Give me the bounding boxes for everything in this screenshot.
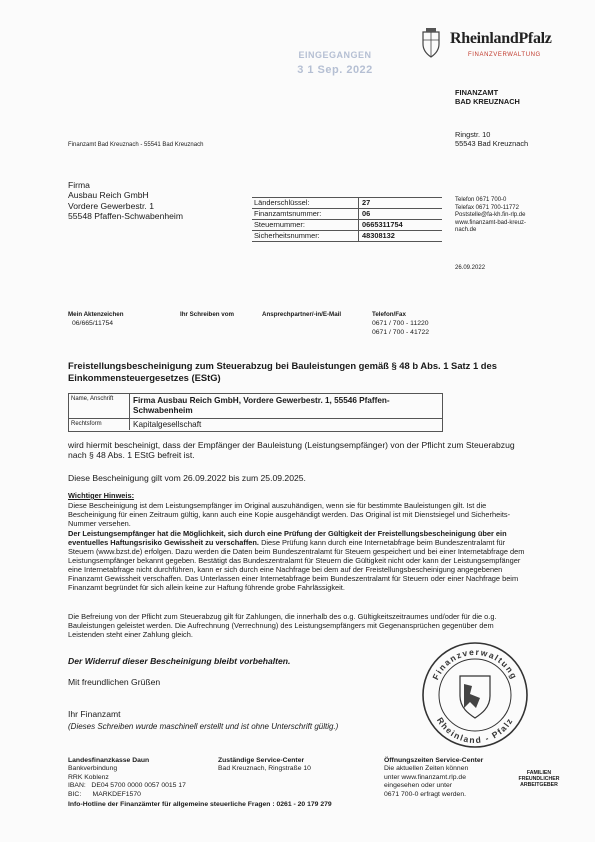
footer-bank bbox=[68, 757, 186, 799]
footer-line: Öffnungszeiten Service-Center bbox=[384, 757, 484, 764]
ref-phones bbox=[372, 320, 429, 337]
body-statement: wird hiermit bescheinigt, dass der Empfänger der Bauleistung (Leistungsempfänger) von der Pflicht zum Steuerabzug nach § 48 Abs. 1 EStG befreit ist. bbox=[68, 440, 515, 461]
key-value: 27 bbox=[362, 198, 371, 207]
stamp-label: EINGEGANGEN bbox=[298, 50, 372, 60]
document-heading: Freistellungsbescheinigung zum Steuerabzug bei Bauleistungen gemäß § 48 b Abs. 1 Satz 1 des Einkommensteuergesetzes (EStG) bbox=[68, 360, 497, 383]
key-value: 0665311754 bbox=[362, 220, 403, 229]
recipient-line: Firma bbox=[68, 180, 90, 190]
office-street: Ringstr. 10 bbox=[455, 130, 491, 139]
stamp-date: 3 1 Sep. 2022 bbox=[297, 64, 373, 76]
website[interactable]: www.finanzamt-bad-kreuz- bbox=[455, 219, 527, 226]
key-label: Steuernummer: bbox=[252, 220, 359, 230]
fax-line: 0671 / 700 - 41722 bbox=[372, 328, 430, 336]
footer-line: Landesfinanzkasse Daun bbox=[68, 757, 150, 764]
machine-note: (Dieses Schreiben wurde maschinell erstellt und ist ohne Unterschrift gültig.) bbox=[68, 722, 339, 731]
box-value-name: Firma Ausbau Reich GmbH, Vordere Gewerbestr. 1, 55546 Pfaffen-Schwabenheim bbox=[133, 396, 390, 415]
footer-link[interactable]: unter www.finanzamt.rlp.de bbox=[384, 773, 466, 781]
box-divider bbox=[129, 394, 130, 430]
official-seal-icon bbox=[420, 640, 530, 750]
footer-hotline: Info-Hotline der Finanzämter für allgemeine steuerliche Fragen : 0261 - 20 179 279 bbox=[68, 801, 332, 808]
hint-text: Diese Prüfung kann durch eine Internetabfrage beim Bundeszentralamt für Steuern (www.bzst.de) erfolgen. Dazu werden die Daten beim Bundeszentralamt für Steuern gespeichert und bei einer Internetabfrage dem Leistungsempfänger bekannt gegeben. Bestätigt das Bundeszentralamt für Steuern die Gültigkeit nicht oder kann der Leistungsempfänger eine Internetabfrage nicht durchführen, kann er sich durch eine Nachfrage bei dem auf der Freistellungsbescheinigung angegebenen Finanzamt Gewissheit verschaffen. Das Unterlassen einer Internetabfrage beim Bundeszentralamt für Steuern oder einer Nachfrage beim Finanzamt begründet für sich allein keine zur Haftung führende grobe Fahrlässigkeit. bbox=[68, 538, 525, 592]
hint-paragraph-3: Die Befreiung von der Pflicht zum Steuerabzug gilt für Zahlungen, die innerhalb des o.g. Gültigkeitszeitraumes und/oder für die o.g. Bauleistungen geleistet werden. Die Aufrechnung (Verrechnung) des Leistungsempfängers mit Gegenansprüchen gegenüber dem Leistenden steht einer Zahlung gleich. bbox=[68, 612, 497, 639]
box-label-form: Rechtsform bbox=[71, 421, 102, 427]
recipient-line: 55548 Pfaffen-Schwabenheim bbox=[68, 211, 183, 222]
office-city: BAD KREUZNACH bbox=[455, 97, 520, 107]
email[interactable]: Poststelle@fa-kh.fin-rlp.de bbox=[455, 212, 526, 219]
box-label-name: Name, Anschrift bbox=[71, 396, 114, 402]
table-row bbox=[252, 209, 442, 220]
footer-line: RRK Koblenz bbox=[68, 773, 109, 781]
identifier-table bbox=[252, 197, 442, 242]
footer-line: eingesehen oder unter bbox=[384, 782, 453, 790]
office-title: FINANZAMT bbox=[455, 88, 499, 97]
phone: Telefon 0671 700-0 bbox=[455, 197, 507, 203]
ref-header-contact: Ansprechpartner/-in/E-Mail bbox=[262, 311, 342, 318]
footer-line: Bad Kreuznach, Ringstraße 10 bbox=[218, 765, 311, 773]
key-value: 06 bbox=[362, 209, 371, 218]
key-label: Länderschlüssel: bbox=[252, 198, 359, 208]
footer-line: Die aktuellen Zeiten können bbox=[384, 765, 469, 773]
coat-of-arms-icon bbox=[420, 28, 442, 58]
website-cont: nach.de bbox=[455, 227, 477, 234]
footer-line: IBAN: DE04 5700 0000 0057 0015 17 bbox=[68, 782, 186, 790]
greeting: Mit freundlichen Grüßen bbox=[68, 677, 161, 687]
office-zip-city: 55543 Bad Kreuznach bbox=[455, 139, 529, 149]
table-row bbox=[252, 231, 442, 242]
footer-line: Bankverbindung bbox=[68, 765, 118, 773]
table-row bbox=[252, 220, 442, 231]
recipient-address bbox=[68, 180, 183, 222]
ref-header-phone: Telefon/Fax bbox=[372, 311, 406, 318]
hint-paragraph: Diese Bescheinigung ist dem Leistungsempfänger im Original auszuhändigen, wenn sie für bestimmte Bauleistungen gilt. Ist die Bescheinigung für einen Zeitraum gültig, kann auch eine Kopie ausgehändigt werden. Das Original ist mit Dienstsiegel und Sicherheits-Nummer versehen. bbox=[68, 501, 511, 528]
office-address bbox=[455, 130, 528, 148]
ref-header-aktenzeichen: Mein Aktenzeichen bbox=[68, 311, 124, 318]
footer-hours bbox=[384, 757, 483, 799]
recipient-line: Ausbau Reich GmbH bbox=[68, 190, 149, 201]
recipient-line: Vordere Gewerbestr. 1 bbox=[68, 200, 154, 211]
footer-line: Zuständige Service-Center bbox=[218, 757, 305, 764]
hint-paragraph-2 bbox=[68, 529, 530, 592]
badge-line: ARBEITGEBER bbox=[520, 782, 558, 788]
logo-subtitle: FINANZVERWALTUNG bbox=[468, 52, 541, 58]
table-row bbox=[252, 198, 442, 209]
contact-info bbox=[455, 197, 526, 235]
signoff: Ihr Finanzamt bbox=[68, 709, 121, 719]
logo-title: RheinlandPfalz bbox=[450, 30, 552, 47]
seal-top-text: Finanzverwaltung bbox=[430, 646, 520, 682]
footer-line: BIC: MARKDEF1570 bbox=[68, 790, 141, 798]
fax: Telefax 0671 700-11772 bbox=[455, 204, 519, 211]
badge-line: FAMILIEN bbox=[526, 770, 552, 776]
ref-header-schreiben: Ihr Schreiben vom bbox=[180, 311, 234, 318]
sender-line: Finanzamt Bad Kreuznach - 55541 Bad Kreuznach bbox=[68, 142, 204, 148]
office-name bbox=[455, 88, 520, 106]
box-divider bbox=[69, 418, 442, 419]
key-value: 48308132 bbox=[362, 231, 395, 240]
key-label: Finanzamtsnummer: bbox=[252, 209, 359, 219]
received-stamp bbox=[290, 50, 380, 76]
footer-service bbox=[218, 757, 311, 774]
family-employer-badge bbox=[508, 770, 570, 788]
seal-bottom-text: Rheinland - Pfalz bbox=[434, 715, 516, 746]
box-value-form: Kapitalgesellschaft bbox=[133, 420, 202, 429]
phone-line: 0671 / 700 - 11220 bbox=[372, 320, 429, 327]
ref-aktenzeichen: 06/665/11754 bbox=[72, 320, 114, 327]
validity: Diese Bescheinigung gilt vom 26.09.2022 bis zum 25.09.2025. bbox=[68, 473, 306, 483]
key-label: Sicherheitsnummer: bbox=[252, 231, 359, 241]
letter-date: 26.09.2022 bbox=[455, 265, 486, 271]
name-box bbox=[68, 393, 443, 432]
badge-line: FREUNDLICHER bbox=[518, 776, 560, 782]
hint-bold: Der Leistungsempfänger hat die Möglichkeit, sich durch eine Prüfung der Gültigkeit der Freistellungsbescheinigung über ein eventuelles Haftungsrisiko Gewissheit zu verschaffen. bbox=[68, 529, 507, 547]
revocation-note: Der Widerruf dieser Bescheinigung bleibt vorbehalten. bbox=[68, 656, 291, 666]
hint-title: Wichtiger Hinweis: bbox=[68, 491, 135, 500]
footer-line: 0671 700-0 erfragt werden. bbox=[384, 790, 466, 798]
svg-text:Rheinland - Pfalz bbox=[435, 715, 515, 745]
